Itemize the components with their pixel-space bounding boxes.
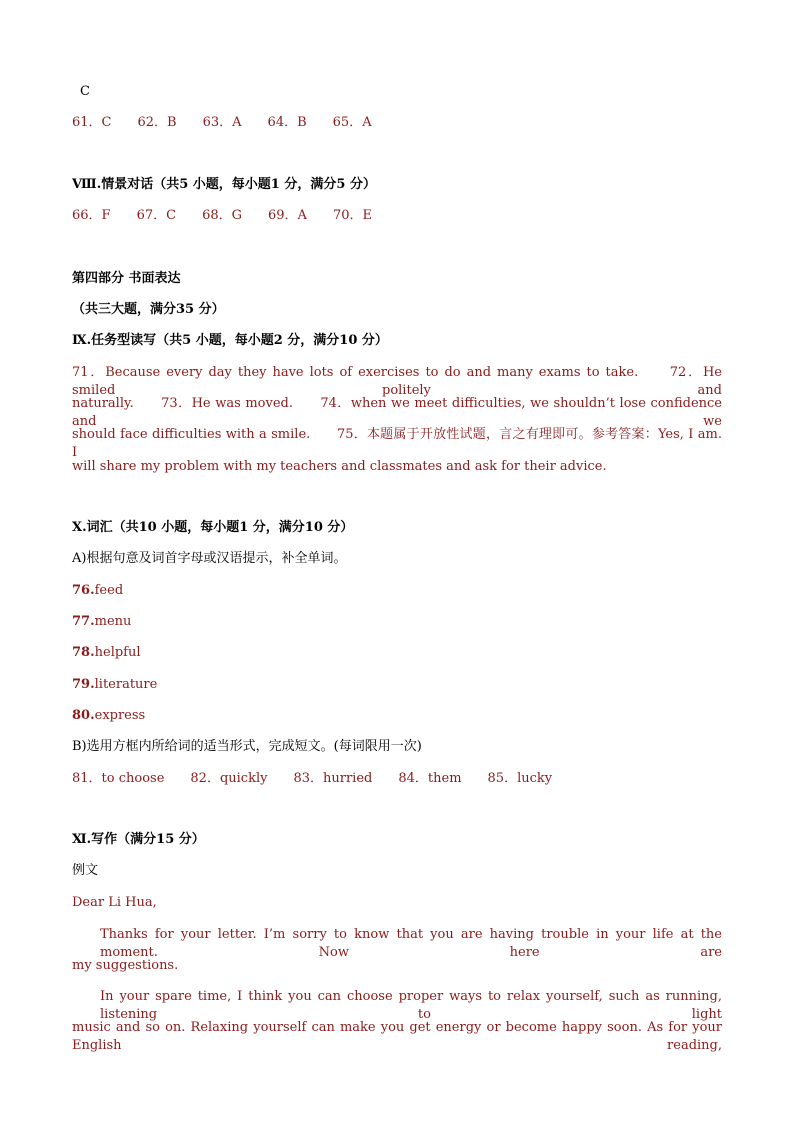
- answer-row-66-70: [72, 207, 372, 225]
- essay-line-1: Thanks for your letter. I’m sorry to know that you are having trouble in your life at the moment. Now here are: [100, 927, 722, 960]
- section-10-part-a: A)根据句意及词首字母或汉语提示，补全单词。: [72, 551, 347, 566]
- answer-67: 67．C: [136, 208, 177, 223]
- answer-69: 69．A: [268, 208, 307, 223]
- answer-62: 62．B: [137, 115, 177, 130]
- vocab-item-80: [72, 707, 145, 725]
- answer-61: 61．C: [72, 115, 112, 130]
- section-9-line-2: naturally. 73．He was moved. 74．when we meet difficulties, we shouldn’t lose confidence and we: [72, 396, 722, 429]
- section-9-line-1: 71．Because every day they have lots of exercises to do and many exams to take. 72．He smiled politely and: [72, 365, 722, 398]
- vocab-number: 80.: [72, 708, 95, 723]
- answer-65: 65．A: [332, 115, 372, 130]
- vocab-number: 76.: [72, 583, 95, 598]
- vocab-word: literature: [94, 677, 158, 692]
- vocab-item-79: [72, 676, 157, 694]
- section-8-title: Ⅷ.情景对话（共5 小题，每小题1 分，满分5 分）: [72, 177, 376, 192]
- section-10-part-b: B)选用方框内所给词的适当形式，完成短文。(每词限用一次): [72, 739, 422, 754]
- answer-85: 85．lucky: [487, 771, 553, 786]
- vocab-item-76: [72, 582, 123, 600]
- part-4-title: 第四部分 书面表达: [72, 271, 181, 286]
- answer-84: 84．them: [398, 771, 462, 786]
- vocab-word: feed: [94, 583, 124, 598]
- answer-68: 68．G: [202, 208, 242, 223]
- vocab-number: 79.: [72, 677, 95, 692]
- answer-row-81-85: [72, 770, 552, 788]
- vocab-number: 78.: [72, 645, 95, 660]
- vocab-item-78: [72, 644, 141, 662]
- section-10-title: Ⅹ.词汇（共10 小题，每小题1 分，满分10 分）: [72, 520, 354, 535]
- essay-label: 例文: [72, 863, 99, 878]
- answer-81: 81．to choose: [72, 771, 165, 786]
- vocab-item-77: [72, 613, 131, 631]
- section-11-title: Ⅺ.写作（满分15 分）: [72, 832, 205, 847]
- vocab-word: menu: [94, 614, 132, 629]
- answer-row-61-65: [72, 114, 372, 132]
- vocab-number: 77.: [72, 614, 95, 629]
- answer-63: 63．A: [202, 115, 242, 130]
- section-9-line-3: should face difficulties with a smile. 75．本题属于开放性试题，言之有理即可。参考答案：Yes, I am. I: [72, 427, 722, 460]
- essay-line-2: my suggestions.: [72, 958, 179, 973]
- answer-66: 66．F: [72, 208, 111, 223]
- answer-64: 64．B: [267, 115, 307, 130]
- part-4-subtitle: （共三大题，满分35 分）: [72, 302, 225, 317]
- essay-greeting: Dear Li Hua,: [72, 895, 157, 910]
- essay-line-3: In your spare time, I think you can choose proper ways to relax yourself, such as running, listening to light: [100, 989, 722, 1022]
- answer-82: 82．quickly: [190, 771, 268, 786]
- section-9-title: Ⅸ.任务型读写（共5 小题，每小题2 分，满分10 分）: [72, 333, 388, 348]
- answer-83: 83．hurried: [293, 771, 373, 786]
- vocab-word: express: [94, 708, 146, 723]
- vocab-word: helpful: [94, 645, 141, 660]
- answer-c-top: C: [80, 84, 90, 99]
- section-9-line-4: will share my problem with my teachers and classmates and ask for their advice.: [72, 459, 607, 474]
- answer-70: 70．E: [332, 208, 372, 223]
- essay-line-4: music and so on. Relaxing yourself can make you get energy or become happy soon. As for your English reading,: [72, 1020, 722, 1053]
